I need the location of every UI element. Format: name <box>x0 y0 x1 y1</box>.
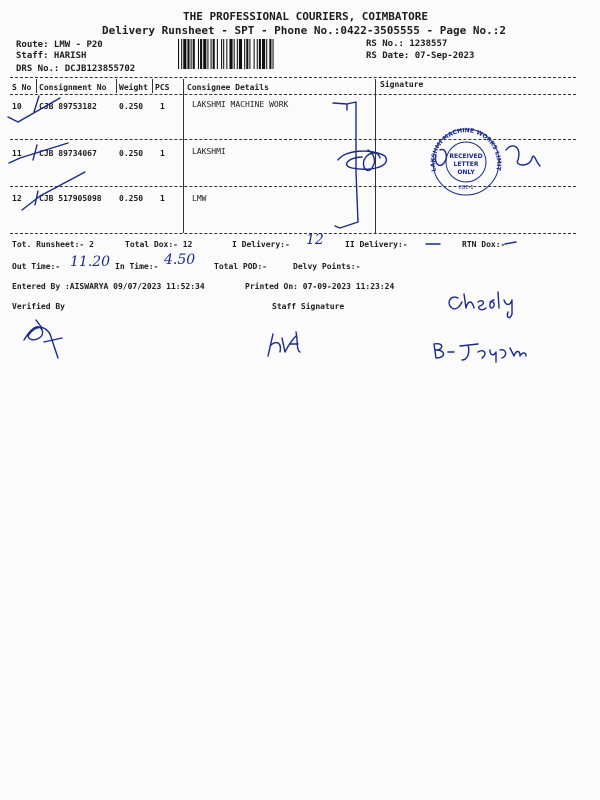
table-row-weight: 0.250 <box>119 149 144 158</box>
staff-signature-label: Staff Signature <box>272 302 345 311</box>
drs-number: DRS No.: DCJB123855702 <box>16 64 136 74</box>
i-delivery-value: 12 <box>306 232 324 248</box>
svg-text:ONLY: ONLY <box>457 169 475 176</box>
runsheet-subtitle: Delivery Runsheet - SPT - Phone No.:0422-3505555 - Page No.:2 <box>102 24 506 37</box>
table-row-pcs: 1 <box>160 102 165 111</box>
total-runsheet: Tot. Runsheet:- 2 <box>12 240 94 249</box>
company-title: THE PROFESSIONAL COURIERS, COIMBATORE <box>183 10 429 23</box>
rs-date: RS Date: 07-Sep-2023 <box>366 51 475 61</box>
svg-text:LETTER: LETTER <box>453 161 479 168</box>
table-row-consignment: CJB 89734067 <box>39 149 97 158</box>
table-row-weight: 0.250 <box>119 194 144 203</box>
out-time-label: Out Time:- <box>12 262 61 271</box>
col-header-weight: Weight <box>119 83 148 92</box>
col-header-consignment: Consignment No <box>39 83 107 92</box>
verified-by-label: Verified By <box>12 302 65 311</box>
printed-on: Printed On: 07-09-2023 11:23:24 <box>245 282 395 291</box>
svg-text:RECEIVED: RECEIVED <box>449 153 483 160</box>
rtn-dox-label: RTN Dox:- <box>462 240 506 249</box>
route-label: Route: LMW - P20 <box>16 40 103 50</box>
total-dox: Total Dox:- 12 <box>125 240 193 249</box>
out-time-value: 11.20 <box>70 254 111 270</box>
table-row-consignee: LAKSHMI <box>192 147 226 156</box>
col-header-sno: S No <box>12 83 32 92</box>
svg-text:CBE-1: CBE-1 <box>458 185 474 191</box>
table-row-sno: 11 <box>12 149 22 158</box>
entered-by: Entered By :AISWARYA 09/07/2023 11:52:34 <box>12 282 205 291</box>
in-time-label: In Time:- <box>115 262 159 271</box>
i-delivery-label: I Delivery:- <box>232 240 290 249</box>
table-row-consignee: LAKSHMI MACHINE WORK <box>192 100 289 109</box>
table-row-weight: 0.250 <box>119 102 144 111</box>
total-pod-label: Total POD:- <box>214 262 267 271</box>
delivery-points-label: Delvy Points:- <box>293 262 361 271</box>
col-header-pcs: PCS <box>155 83 170 92</box>
table-row-sno: 12 <box>12 194 22 203</box>
table-row-consignee: LMW <box>192 194 207 203</box>
table-row-sno: 10 <box>12 102 22 111</box>
table-row-pcs: 1 <box>160 194 165 203</box>
rs-number: RS No.: 1238557 <box>366 39 448 49</box>
col-header-signature: Signature <box>380 80 424 89</box>
table-row-consignment: CJB 89753182 <box>39 102 97 111</box>
table-row-pcs: 1 <box>160 149 165 158</box>
table-row-consignment: CJB 517905098 <box>39 194 102 203</box>
staff-label: Staff: HARISH <box>16 51 87 61</box>
ii-delivery-label: II Delivery:- <box>345 240 408 249</box>
col-header-consignee: Consignee Details <box>187 83 269 92</box>
svg-text:LAKSHMI MACHINE WORKS LIMITED: LAKSHMI MACHINE WORKS LIMITED <box>413 121 503 173</box>
in-time-value: 4.50 <box>164 252 196 268</box>
